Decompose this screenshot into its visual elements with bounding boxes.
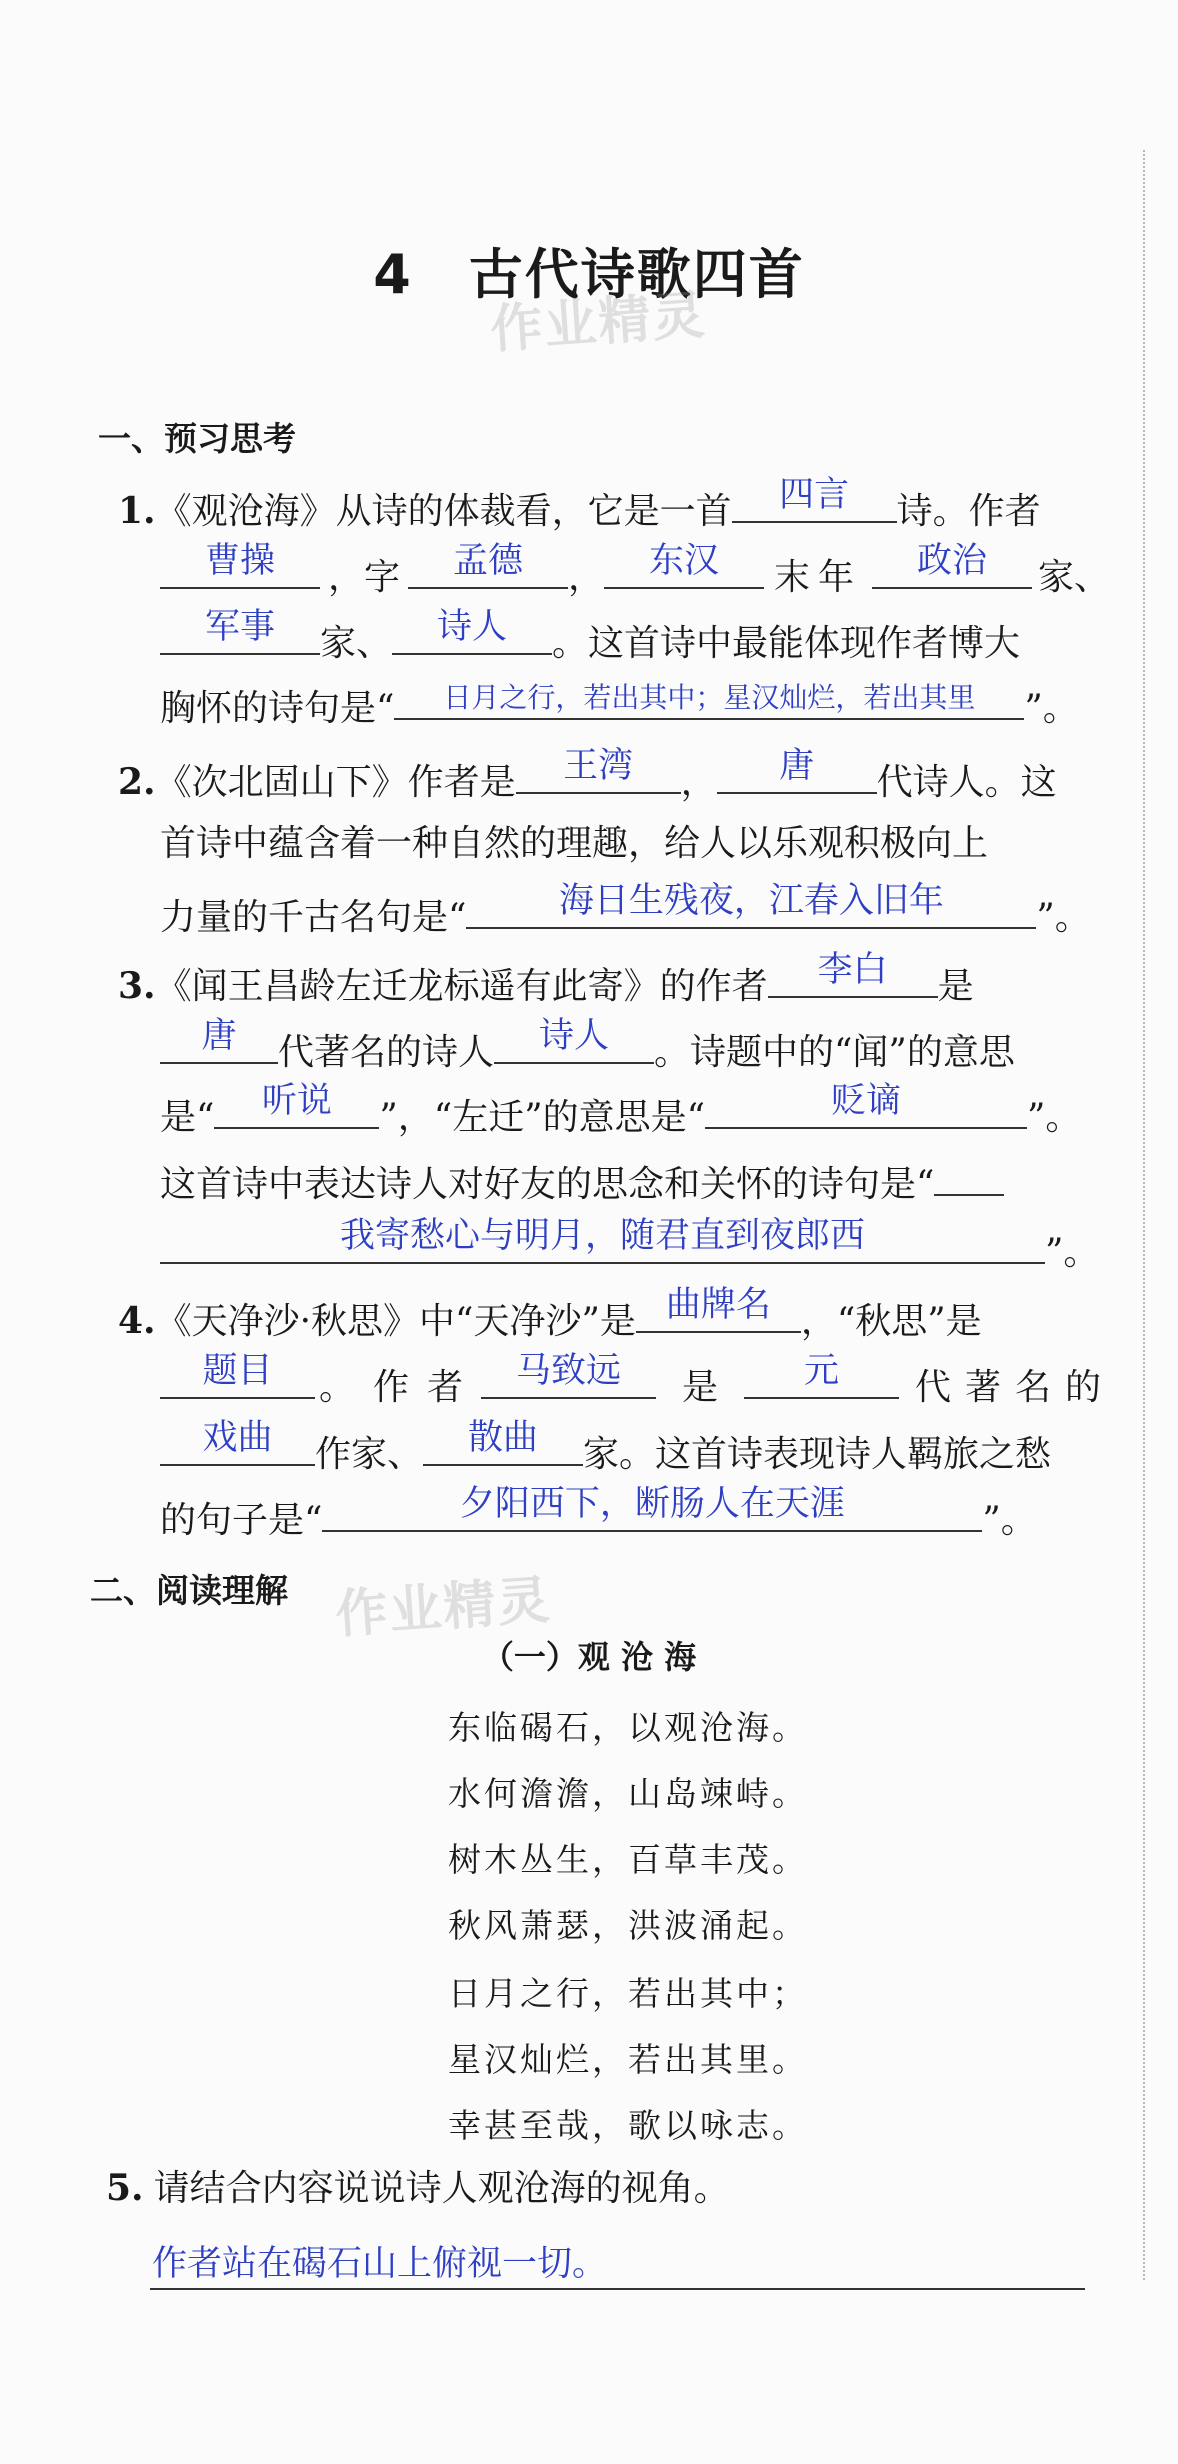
q3-line-3 xyxy=(160,1081,1082,1138)
handwritten-answer: 我寄愁心与明月，随君直到夜郎西 xyxy=(339,1216,865,1256)
handwritten-answer: 曲牌名 xyxy=(665,1285,771,1325)
poem-line: 树木丛生，百草丰茂。 xyxy=(448,1840,808,1879)
handwritten-answer: 李白 xyxy=(817,950,888,990)
question-text: ， xyxy=(568,557,605,598)
answer-line[interactable] xyxy=(150,2288,1085,2290)
q2-line-3 xyxy=(160,881,1091,938)
poem-line: 东临碣石，以观沧海。 xyxy=(448,1708,808,1747)
handwritten-answer: 日月之行，若出其中；星汉灿烂，若出其里 xyxy=(443,681,976,714)
q1-line-1 xyxy=(118,475,1041,532)
handwritten-answer: 军事 xyxy=(204,607,275,647)
question-text: ”。 xyxy=(1027,1097,1082,1138)
question-text: 是“ xyxy=(160,1097,215,1138)
question-text: 胸怀的诗句是“ xyxy=(160,688,395,729)
q3-line-5 xyxy=(160,1216,1100,1273)
handwritten-answer: 马致远 xyxy=(516,1351,622,1391)
q1-line-4 xyxy=(160,681,1079,729)
question-text: 请结合内容说说诗人观沧海的视角。 xyxy=(153,2168,730,2209)
q3-line-1 xyxy=(118,950,974,1007)
question-text: 是 xyxy=(937,966,974,1007)
watermark: 作业精灵 xyxy=(333,1570,554,1646)
answer-blank[interactable] xyxy=(160,607,320,655)
question-text: 《观沧海》从诗的体裁看，它是一首 xyxy=(155,491,732,532)
poem-title: （一）观 沧 海 xyxy=(481,1638,697,1676)
answer-blank[interactable] xyxy=(872,541,1032,589)
handwritten-answer: 诗人 xyxy=(437,607,508,647)
question-text: ”。 xyxy=(1036,897,1091,938)
answer-blank[interactable] xyxy=(744,1351,899,1399)
question-text: 末年 xyxy=(774,557,863,598)
q4-line-2 xyxy=(160,1351,1116,1408)
answer-blank[interactable] xyxy=(481,1351,656,1399)
answer-blank[interactable] xyxy=(392,607,552,655)
question-text: ”。 xyxy=(1045,1232,1100,1273)
poem-line: 秋风萧瑟，洪波涌起。 xyxy=(448,1906,808,1945)
question-text: ，字 xyxy=(328,557,401,598)
lesson-title: 古代诗歌四首 xyxy=(468,243,805,306)
poem-line: 幸甚至哉，歌以咏志。 xyxy=(448,2106,808,2145)
answer-blank[interactable] xyxy=(408,541,568,589)
handwritten-answer: 题目 xyxy=(202,1351,273,1391)
question-text: 家、 xyxy=(1038,557,1111,598)
question-number: 1. xyxy=(118,490,156,532)
answer-blank-continued[interactable] xyxy=(934,1160,1004,1196)
q2-line-2: 首诗中蕴含着一种自然的理趣，给人以乐观积极向上 xyxy=(160,823,989,864)
section-heading-reading: 二、阅读理解 xyxy=(90,1571,288,1610)
question-text: 《天净沙·秋思》中“天净沙”是 xyxy=(155,1301,636,1342)
handwritten-answer: 诗人 xyxy=(539,1016,610,1056)
poem-line: 水何澹澹，山岛竦峙。 xyxy=(448,1774,808,1813)
poem-line: 日月之行，若出其中； xyxy=(448,1974,808,2013)
question-text: ”。 xyxy=(1024,688,1079,729)
q1-line-2 xyxy=(160,541,1111,598)
answer-blank[interactable] xyxy=(214,1081,379,1129)
handwritten-answer: 贬谪 xyxy=(831,1081,902,1121)
q4-line-4 xyxy=(160,1484,1037,1541)
q3-line-2 xyxy=(160,1016,1015,1073)
question-text: 《闻王昌龄左迁龙标遥有此寄》的作者 xyxy=(155,966,768,1007)
question-text: 代著名的诗人 xyxy=(278,1032,495,1073)
handwritten-answer: 元 xyxy=(804,1351,840,1391)
handwritten-answer: 夕阳西下，断肠人在天涯 xyxy=(459,1484,845,1524)
question-text: ，“秋思”是 xyxy=(800,1301,982,1342)
page-edge-dotted-line xyxy=(1143,150,1145,2280)
answer-blank[interactable] xyxy=(423,1418,583,1466)
answer-blank[interactable] xyxy=(160,541,320,589)
answer-blank[interactable] xyxy=(604,541,764,589)
question-number: 2. xyxy=(118,761,156,803)
handwritten-answer: 海日生残夜，江春入旧年 xyxy=(558,881,944,921)
question-text: 这首诗中表达诗人对好友的思念和关怀的诗句是“ xyxy=(160,1164,935,1205)
q1-line-3 xyxy=(160,607,1021,664)
question-text: 诗。作者 xyxy=(896,491,1041,532)
question-text: ”，“左迁”的意思是“ xyxy=(379,1097,706,1138)
answer-blank[interactable] xyxy=(466,881,1036,929)
handwritten-answer: 唐 xyxy=(779,746,815,786)
question-text: 代著名的 xyxy=(915,1367,1116,1408)
answer-blank[interactable] xyxy=(494,1016,654,1064)
q4-line-3 xyxy=(160,1418,1052,1475)
answer-blank[interactable] xyxy=(160,1351,315,1399)
q2-line-1 xyxy=(118,746,1057,803)
answer-blank[interactable] xyxy=(717,746,877,794)
question-text: 。诗题中的“闻”的意思 xyxy=(654,1032,1015,1073)
question-text: 。作者 xyxy=(319,1367,482,1408)
handwritten-answer: 曹操 xyxy=(204,541,275,581)
question-text: ”。 xyxy=(982,1500,1037,1541)
answer-blank[interactable] xyxy=(705,1081,1027,1129)
handwritten-answer: 戏曲 xyxy=(202,1418,273,1458)
question-text: 是 xyxy=(682,1367,719,1408)
answer-blank[interactable] xyxy=(394,681,1024,720)
question-text: 作家、 xyxy=(315,1434,424,1475)
handwritten-answer: 政治 xyxy=(917,541,988,581)
question-text: 《次北固山下》作者是 xyxy=(155,762,516,803)
handwritten-answer: 东汉 xyxy=(649,541,720,581)
handwritten-answer: 作者站在碣石山上俯视一切。 xyxy=(152,2244,608,2284)
watermark: 作业精灵 xyxy=(488,285,709,361)
handwritten-answer: 散曲 xyxy=(468,1418,539,1458)
answer-blank[interactable] xyxy=(160,1016,278,1064)
answer-blank[interactable] xyxy=(732,475,897,523)
answer-blank[interactable] xyxy=(768,950,938,998)
q3-line-4 xyxy=(160,1160,1004,1203)
answer-blank[interactable] xyxy=(160,1216,1045,1264)
q5-line-1 xyxy=(106,2167,730,2209)
question-text: 代诗人。这 xyxy=(876,762,1057,803)
question-text: 。这首诗中最能体现作者博大 xyxy=(552,623,1021,664)
poem-line: 星汉灿烂，若出其里。 xyxy=(448,2040,808,2079)
handwritten-answer: 王湾 xyxy=(563,746,634,786)
answer-blank[interactable] xyxy=(516,746,681,794)
handwritten-answer: 唐 xyxy=(201,1016,237,1056)
question-number: 5. xyxy=(106,2167,144,2209)
answer-blank[interactable] xyxy=(160,1418,315,1466)
question-number: 3. xyxy=(118,965,156,1007)
section-heading-preview: 一、预习思考 xyxy=(98,419,296,458)
answer-blank[interactable] xyxy=(636,1285,801,1333)
handwritten-answer: 孟德 xyxy=(453,541,524,581)
question-text: 力量的千古名句是“ xyxy=(160,897,467,938)
question-text: 家、 xyxy=(320,623,393,664)
question-text: 的句子是“ xyxy=(160,1500,323,1541)
question-text: 家。这首诗表现诗人羁旅之愁 xyxy=(583,1434,1052,1475)
answer-blank[interactable] xyxy=(322,1484,982,1532)
lesson-number: 4 xyxy=(373,243,413,306)
question-text: ， xyxy=(680,762,717,803)
question-number: 4. xyxy=(118,1300,156,1342)
q4-line-1 xyxy=(118,1285,982,1342)
handwritten-answer: 四言 xyxy=(779,475,850,515)
handwritten-answer: 听说 xyxy=(261,1081,332,1121)
